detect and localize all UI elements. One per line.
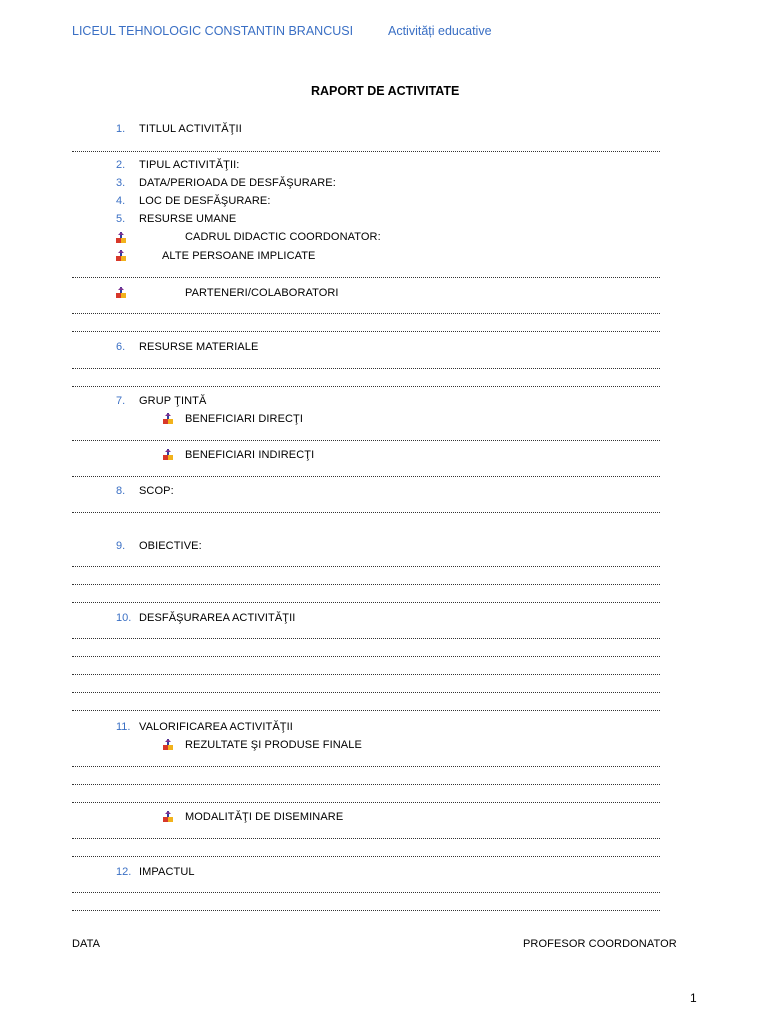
subitem-label: MODALITĂŢI DE DISEMINARE	[185, 811, 344, 823]
dotted-line	[72, 386, 660, 387]
item-number: 8.	[116, 485, 126, 497]
item-label: DESFĂŞURAREA ACTIVITĂŢII	[139, 612, 296, 624]
item-number: 5.	[116, 213, 126, 225]
subitem-label: CADRUL DIDACTIC COORDONATOR:	[185, 231, 381, 243]
item-number: 7.	[116, 395, 126, 407]
item-label: GRUP ŢINTĂ	[139, 395, 207, 407]
dotted-line	[72, 602, 660, 603]
colored-arrow-bullet-icon	[162, 739, 174, 751]
subitem-label: ALTE PERSOANE IMPLICATE	[162, 250, 316, 262]
item-label: IMPACTUL	[139, 866, 195, 878]
item-label: RESURSE MATERIALE	[139, 341, 259, 353]
page-number: 1	[690, 991, 697, 1005]
dotted-line	[72, 784, 660, 785]
dotted-line	[72, 440, 660, 441]
section-title: Activități educative	[388, 24, 492, 38]
item-label: DATA/PERIOADA DE DESFĂŞURARE:	[139, 177, 336, 189]
colored-arrow-bullet-icon	[115, 250, 127, 262]
item-label: LOC DE DESFĂŞURARE:	[139, 195, 271, 207]
dotted-line	[72, 656, 660, 657]
item-number: 12.	[116, 866, 132, 878]
item-number: 11.	[116, 721, 131, 733]
item-label: OBIECTIVE:	[139, 540, 202, 552]
colored-arrow-bullet-icon	[115, 287, 127, 299]
dotted-line	[72, 802, 660, 803]
dotted-line	[72, 766, 660, 767]
item-number: 2.	[116, 159, 126, 171]
footer-date-label: DATA	[72, 938, 101, 950]
dotted-line	[72, 856, 660, 857]
item-label: TITLUL ACTIVITĂŢII	[139, 123, 242, 135]
item-label: RESURSE UMANE	[139, 213, 237, 225]
dotted-line	[72, 892, 660, 893]
item-label: SCOP:	[139, 485, 174, 497]
footer-coordinator-label: PROFESOR COORDONATOR	[523, 938, 677, 950]
colored-arrow-bullet-icon	[162, 413, 174, 425]
item-label: VALORIFICAREA ACTIVITĂŢII	[139, 721, 293, 733]
dotted-line	[72, 313, 660, 314]
colored-arrow-bullet-icon	[115, 232, 127, 244]
document-title: RAPORT DE ACTIVITATE	[311, 84, 460, 98]
subitem-label: PARTENERI/COLABORATORI	[185, 287, 339, 299]
subitem-label: BENEFICIARI DIRECŢI	[185, 413, 304, 425]
item-label: TIPUL ACTIVITĂŢII:	[139, 159, 240, 171]
dotted-line	[72, 692, 660, 693]
dotted-line	[72, 838, 660, 839]
item-number: 3.	[116, 177, 126, 189]
dotted-line	[72, 476, 660, 477]
dotted-line	[72, 584, 660, 585]
dotted-line	[72, 277, 660, 278]
colored-arrow-bullet-icon	[162, 449, 174, 461]
subitem-label: REZULTATE ŞI PRODUSE FINALE	[185, 739, 362, 751]
dotted-line	[72, 566, 660, 567]
item-number: 1.	[116, 123, 126, 135]
item-number: 9.	[116, 540, 126, 552]
school-name: LICEUL TEHNOLOGIC CONSTANTIN BRANCUSI	[72, 24, 354, 38]
dotted-line	[72, 638, 660, 639]
dotted-line	[72, 512, 660, 513]
item-number: 4.	[116, 195, 126, 207]
dotted-line	[72, 710, 660, 711]
dotted-line	[72, 910, 660, 911]
item-number: 6.	[116, 341, 126, 353]
dotted-line	[72, 368, 660, 369]
dotted-line	[72, 151, 660, 152]
dotted-line	[72, 674, 660, 675]
item-number: 10.	[116, 612, 132, 624]
subitem-label: BENEFICIARI INDIRECŢI	[185, 449, 315, 461]
dotted-line	[72, 331, 660, 332]
colored-arrow-bullet-icon	[162, 811, 174, 823]
